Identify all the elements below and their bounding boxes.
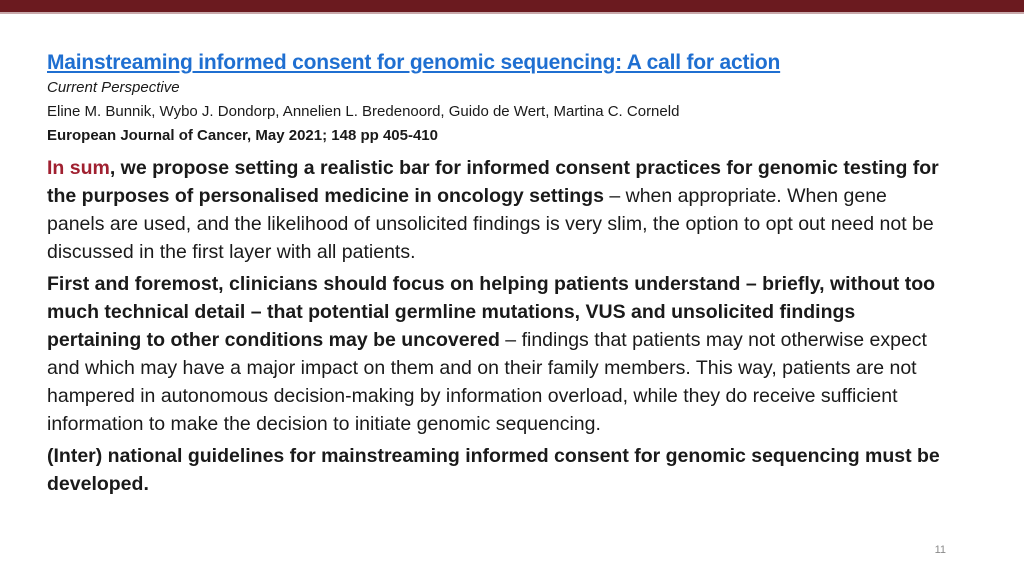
slide-content <box>47 50 947 498</box>
paragraph-2-bold: First and foremost, clinicians should focus on helping patients understand – briefly, without too much technical detail – that potential germline mutations, VUS and unsolicited findings pertaining to other conditions may be uncovered <box>47 273 936 351</box>
paragraph-2-text: – findings that patients may not otherwise expect and which may have a major impact on them and on their family members. This way, patients are not hampered in autonomous decision-making by information overload, while they do receive sufficient information to make the decision to initiate genomic sequencing. <box>47 329 927 435</box>
article-journal: European Journal of Cancer, May 2021; 148 pp 405-410 <box>47 127 438 144</box>
slide-page-number: 11 <box>934 544 946 556</box>
top-accent-line <box>0 12 1024 14</box>
article-type: Current Perspective <box>47 79 180 96</box>
paragraph-1-bold: , we propose setting a realistic bar for informed consent practices for genomic testing for the purposes of personalised medicine in oncology settings <box>47 157 939 207</box>
paragraph-1-text: – when appropriate. When gene panels are used, and the likelihood of unsolicited findings is very slim, the option to opt out need not be discussed in the first layer with all patients. <box>47 185 934 263</box>
paragraph-3-bold: (Inter) national guidelines for mainstreaming informed consent for genomic sequencing must be developed. <box>47 445 940 495</box>
paragraph-in-sum <box>47 154 947 266</box>
paragraph-guidelines <box>47 442 947 498</box>
article-title-link[interactable]: Mainstreaming informed consent for genomic sequencing: A call for action <box>47 51 781 74</box>
article-authors: Eline M. Bunnik, Wybo J. Dondorp, Annelien L. Bredenoord, Guido de Wert, Martina C. Corneld <box>47 103 680 120</box>
paragraph-first-and-foremost <box>47 270 947 438</box>
in-sum-label: In sum <box>47 157 110 179</box>
top-accent-bar <box>0 0 1024 12</box>
